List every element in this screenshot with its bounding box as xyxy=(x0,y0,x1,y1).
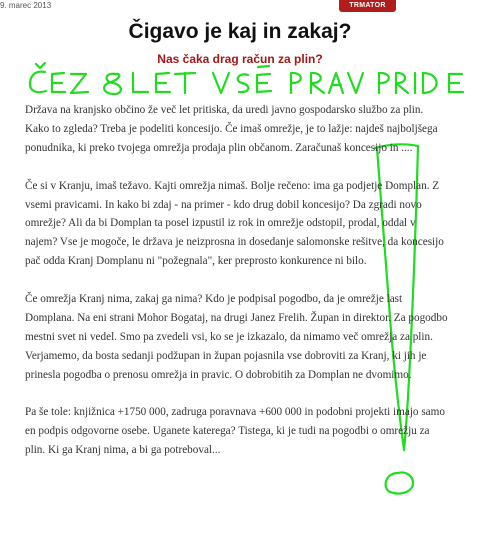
hw-letter-e3 xyxy=(257,74,271,92)
hw-letter-a xyxy=(329,73,343,93)
paragraph: Pa še tole: knjižnica +1750 000, zadruga poravnava +600 000 in podobni projekti imajo samo en podpis odgovorne osebe. Uganete katerega? Tistega, ki je tudi na pogodbi o omrežju za plin. Ki ga Kranj nima, a bi ga potreboval... xyxy=(25,406,445,457)
hw-letter-e xyxy=(52,73,65,92)
paragraph: Če omrežja Kranj nima, zakaj ga nima? Kdo je podpisal pogodbo, da je omrežje last Domplana. Na eni strani Mohor Bogataj, na drugi Janez Frelih. Župan in direktor. Za pogodbo mestni svet ni vedel. Smo pa zvedeli vsi, ko se je izkazalo, da nimamo več omrežja za plin. Verjamemo, da bosta sedanji podžupan in župan pojasnila vse dobroviti za Kranj, ki jih je prinesla pogodba o prenosu omrežja in pravic. O dobrobitih za Domplan ne dvomimo. xyxy=(25,293,448,381)
hw-caron xyxy=(36,63,45,68)
hw-digit-8 xyxy=(104,74,121,94)
hw-letter-v2 xyxy=(348,73,363,93)
hw-bar xyxy=(258,66,269,67)
hw-letter-p xyxy=(291,73,301,93)
article-title: Čigavo je kaj in zakaj? xyxy=(128,20,352,43)
paragraph: Če si v Kranju, imaš težavo. Kajti omrežja nimaš. Bolje rečeno: ima ga podjetje Domplan. Z vsemi pravicami. In kako bi zdaj - na primer - kdo drug dobil koncesijo? Da zgradi novo omrežje? Ali da bi Domplan ta posel izpustil iz rok in omrežje odstopil, prodal, oddal v najem? Vse je mogoče, le država je neizprosna in dosedanje salomonske rešitve, da koncesijo pač odda Kranj Domplanu ni "požegnala", ker preprosto konkurence ni bilo. xyxy=(25,179,444,268)
hw-letter-r2 xyxy=(396,73,408,93)
article-subtitle: Nas čaka drag račun za plin? xyxy=(157,52,323,66)
paragraph: Država na kranjsko občino že več let pritiska, da uredi javno gospodarsko službo za plin. Kako to zgleda? Treba je podeliti koncesijo. Če imaš omrežje, je to lažje: najdeš najboljšega ponudnika, ki preko tvojega omrežja prodaja plin občanom. Zaračunaš koncesijo in .... xyxy=(25,104,438,154)
site-badge[interactable]: TRMATOR xyxy=(339,0,396,12)
hw-letter-r xyxy=(311,73,324,93)
article-body xyxy=(25,101,450,479)
hw-letter-t xyxy=(175,73,195,93)
hw-letter-e2 xyxy=(156,73,170,92)
hw-letter-d xyxy=(423,73,437,93)
hw-letter-c-caron xyxy=(30,72,46,93)
hw-letter-z xyxy=(71,74,88,93)
hw-letter-l xyxy=(133,73,148,92)
hw-letter-s xyxy=(238,74,249,92)
hw-letter-e4 xyxy=(449,74,463,92)
hw-letter-v xyxy=(213,73,229,93)
hw-letter-p2 xyxy=(379,73,389,93)
article-date: 9. marec 2013 xyxy=(0,1,52,10)
